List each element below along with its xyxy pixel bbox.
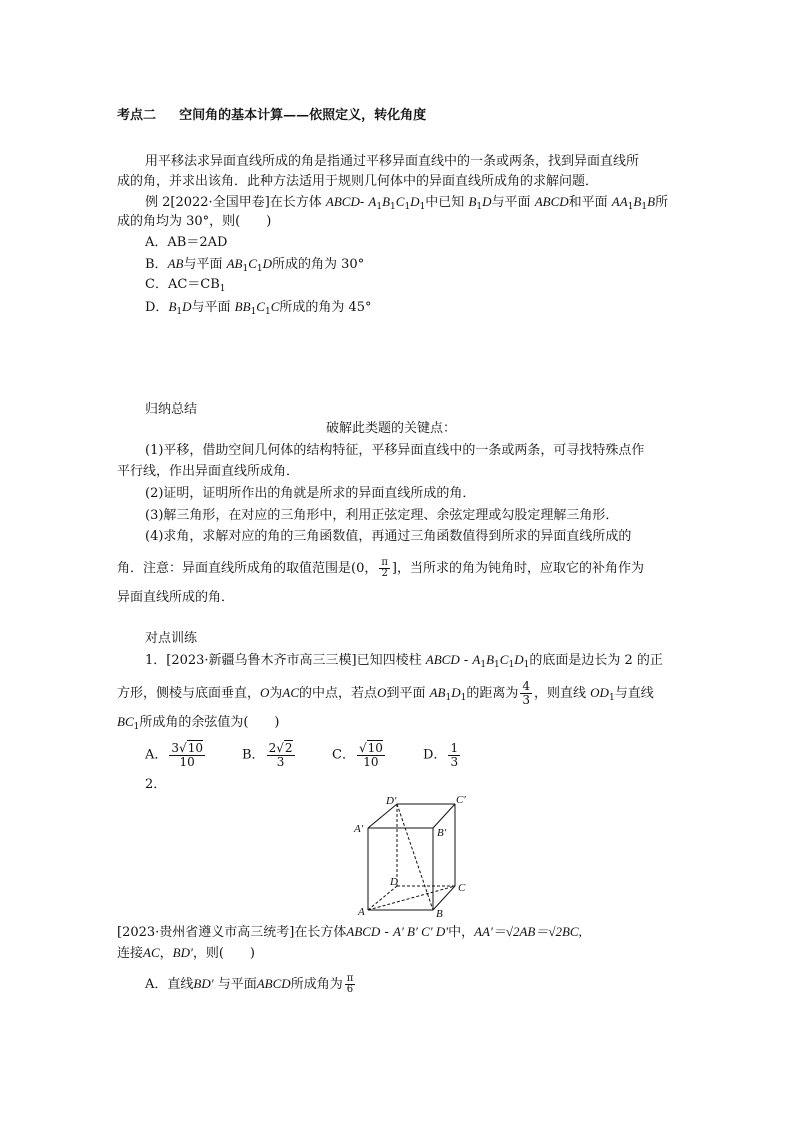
section-title: 空间角的基本计算——依照定义，转化角度	[179, 108, 427, 123]
example-2-line-2: 成的角均为 30°，则( )	[117, 214, 272, 229]
q2-option-a: A．直线BD′ 与平面ABCD所成角为 $\frac{\pi}{6}$	[145, 973, 354, 995]
example-2-option-b: B．AB与平面 $AB_1C_1D$所成的角为 30°	[145, 256, 365, 274]
intro-line-1: 用平移法求异面直线所成的角是指通过平移异面直线中的一条或两条，找到异面直线所	[145, 154, 640, 169]
label-a1: A′	[354, 823, 364, 835]
label-a: A	[358, 906, 365, 918]
edge-a-d	[368, 886, 397, 910]
example-2-option-a: A．AB＝2AD	[145, 235, 228, 250]
label-b: B	[436, 908, 443, 920]
label-c: C	[458, 882, 466, 894]
q2-line-1: [2023·贵州省遵义市高三统考]在长方体ABCD - A′ B′ C′ D′中，AA′＝√2AB＝√2BC,	[117, 924, 582, 940]
four-thirds: $\frac{4}{3}$	[522, 679, 531, 707]
edge-c-b	[433, 886, 455, 910]
summary-label: 归纳总结	[145, 402, 198, 417]
summary-title: 破解此类题的关键点：	[326, 421, 457, 436]
example-2-option-c: C．$AC=CB_1$	[145, 277, 226, 294]
example-2-option-d: D．$B_1D$与平面 $BB_1C_1C$所成的角为 45°	[145, 299, 372, 317]
summary-p3: (3)解三角形，在对应的三角形中，利用正弦定理、余弦定理或勾股定理解三角形．	[145, 508, 619, 523]
label-d: D	[390, 876, 398, 888]
q1-line-2: 方形，侧棱与底面垂直，O为AC的中点，若点O到平面 $AB_1D_1$的距离为 $\frac{4}{3}$ ，则直线 $OD_1$与直线	[117, 679, 654, 707]
q1-line-1: 1．[2023·新疆乌鲁木齐市高三三模]已知四棱柱 ABCD - $A_1B_1C_1D_1$的底面是边长为 2 的正	[145, 652, 663, 670]
cuboid-figure	[352, 792, 472, 920]
label-c1: C′	[456, 794, 466, 806]
summary-p4a: (4)求角，求解对应的角的三角函数值，再通过三角函数值得到所求的异面直线所成的	[145, 529, 632, 544]
summary-p4b: 角．注意：异面直线所成角的取值范围是(0， $\frac{\pi}{2}$ ]，当所求的角为钝角时，应取它的补角作为	[117, 557, 644, 579]
edge-c1-b1	[433, 804, 455, 828]
q1-option-a: A． $\frac{3√10}{10}$	[145, 741, 203, 769]
summary-p2: (2)证明，证明所作出的角就是所求的异面直线所成的角．	[145, 486, 476, 501]
diagonal-ac	[368, 886, 455, 910]
example-2-line-1: 例 2[2022·全国甲卷]在长方体 ABCD- $A_1B_1C_1D_1$中已知 $B_1D$与平面 ABCD和平面 $AA_1B_1B$所	[145, 194, 669, 212]
pi-over-2: $\frac{\pi}{2}$	[381, 557, 388, 579]
q2-line-2: 连接AC，BD′，则( )	[117, 945, 255, 961]
q1-option-b: B． $\frac{2√2}{3}$	[242, 741, 293, 769]
summary-p4c: 异面直线所成的角．	[117, 590, 235, 605]
label-b1: B′	[437, 827, 447, 839]
edge-a1-d1	[368, 804, 397, 828]
summary-p1a: (1)平移，借助空间几何体的结构特征，平移异面直线中的一条或两条，可寻找特殊点作	[145, 443, 645, 458]
section-label: 考点二	[117, 108, 157, 123]
q1-option-d: D． $\frac{1}{3}$	[423, 741, 459, 769]
q2-number: 2．	[145, 777, 167, 792]
training-label: 对点训练	[145, 631, 198, 646]
q1-line-3: $BC_1$所成角的余弦值为( )	[117, 714, 280, 732]
pi-over-6: $\frac{\pi}{6}$	[346, 973, 354, 995]
label-d1: D′	[386, 795, 397, 807]
section-heading	[117, 107, 426, 125]
q1-option-c: C． $\frac{√10}{10}$	[332, 741, 383, 769]
intro-line-2: 成的角，并求出该角．此种方法适用于规则几何体中的异面直线所成角的求解问题．	[117, 174, 599, 189]
diagonal-bd1	[397, 804, 433, 910]
summary-p1b: 平行线，作出异面直线所成角．	[117, 464, 300, 479]
